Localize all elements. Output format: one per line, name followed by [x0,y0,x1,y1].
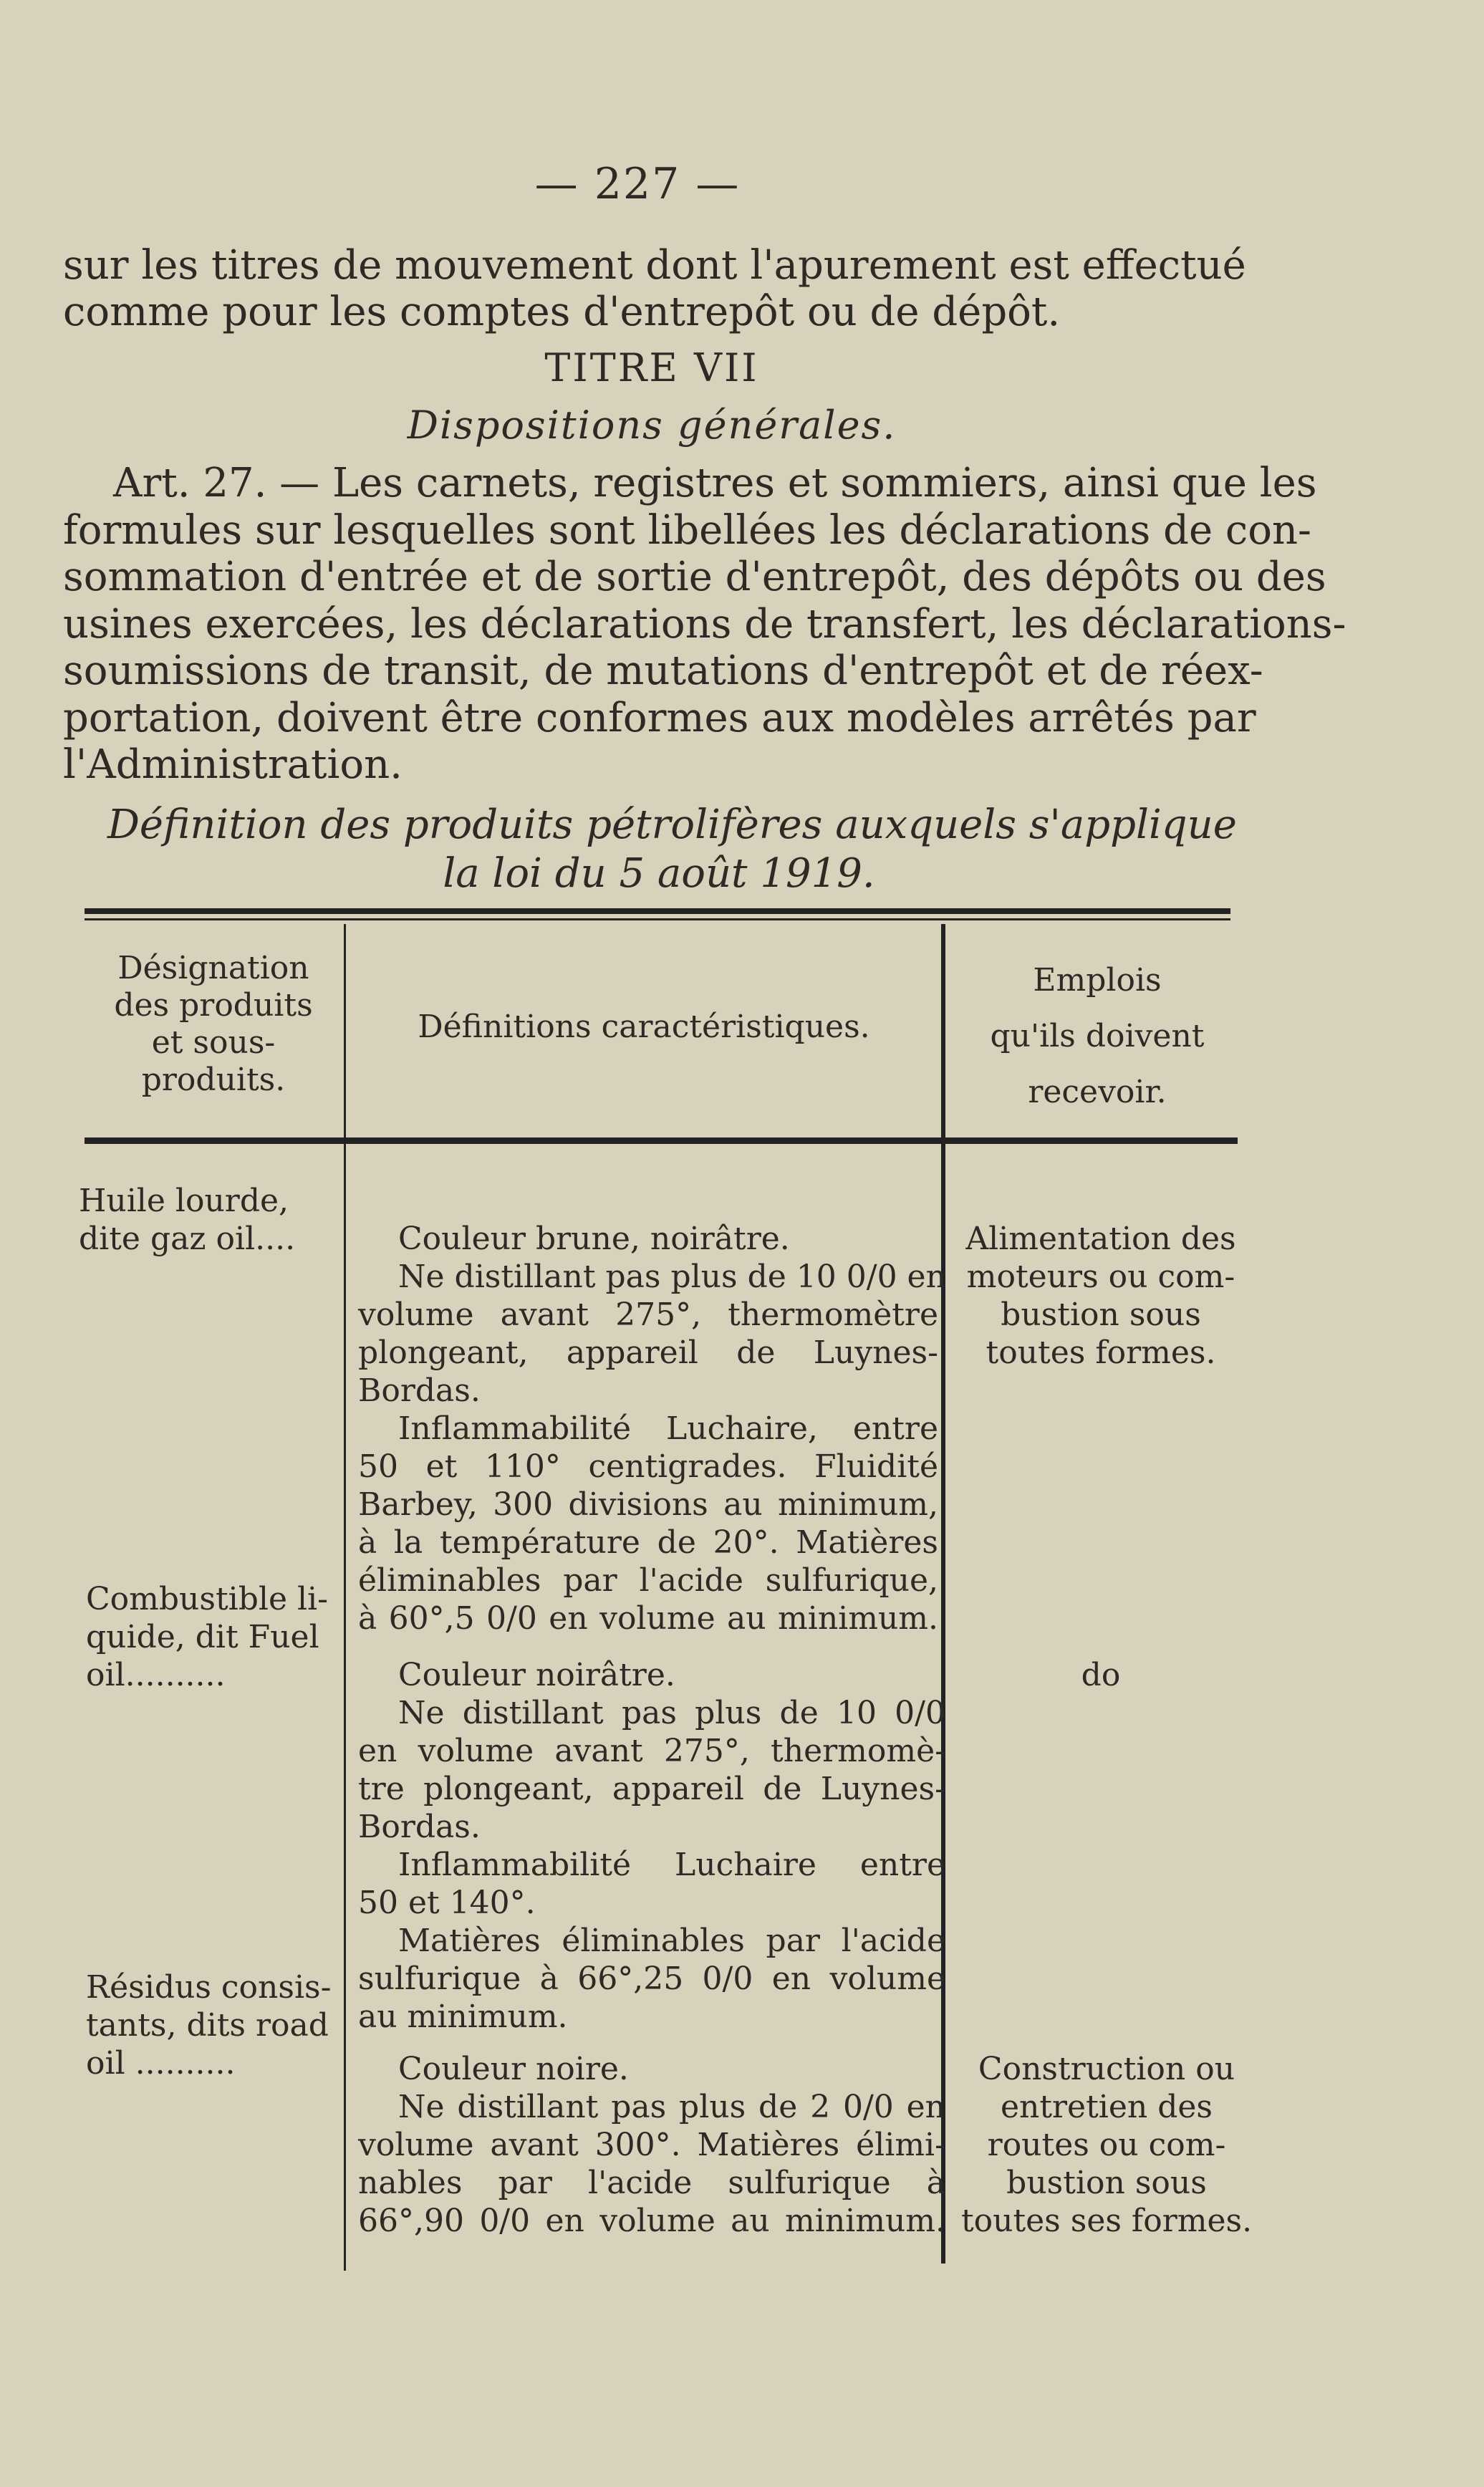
header-line: qu'ils doivent [990,1018,1205,1054]
definition-heading-line: Définition des produits pétrolifères auxquels s'applique [107,802,1237,848]
cell-line: oil.......... [86,1657,226,1693]
header-definitions: Définitions caractéristiques. [418,1009,870,1045]
column-divider [344,924,346,2271]
row-designation [79,1182,344,1258]
text-line: Art. 27. — Les carnets, registres et sommiers, ainsi que les [113,460,1317,506]
cell-line: Couleur brune, noirâtre. [398,1221,790,1257]
header-bottom-rule [85,1137,1238,1144]
intro-paragraph [63,242,1246,335]
cell-line: sulfurique à 66°,25 0/0 en volume [358,1961,945,1997]
row-definition [358,1656,945,2036]
text-line: portation, doivent être conformes aux modèles arrêtés par [63,694,1256,741]
header-line: produits. [141,1062,286,1098]
definition-heading-line: la loi du 5 août 1919. [443,850,875,897]
cell-line: 50 et 140°. [358,1885,536,1921]
cell-line: éliminables par l'acide sulfurique, [358,1562,938,1599]
header-designation [85,950,342,1099]
definition-heading [107,801,1237,898]
header-line: recevoir. [1028,1074,1167,1110]
cell-line: 66°,90 0/0 en volume au minimum. [358,2203,945,2239]
cell-line: à la température de 20°. Matières [358,1524,938,1561]
text-line: soumissions de transit, de mutations d'entrepôt et de réex- [63,648,1263,694]
cell-line: Ne distillant pas plus de 10 0/0 en [398,1259,946,1295]
cell-line: Ne distillant pas plus de 2 0/0 en [398,2089,945,2125]
row-emplois [953,2050,1261,2240]
cell-line: volume avant 300°. Matières élimi- [358,2127,945,2163]
cell-line: Résidus consis- [86,1969,332,2006]
text-line: sommation d'entrée et de sortie d'entrepôt, des dépôts ou des [63,554,1326,600]
cell-line: bustion sous [1006,2165,1207,2201]
cell-line: Ne distillant pas plus de 10 0/0 [398,1695,945,1731]
article-paragraph [63,460,1346,789]
section-subtitle: Dispositions générales. [407,403,897,448]
cell-line: tants, dits road [86,2007,329,2044]
cell-line: plongeant, appareil de Luynes- [358,1334,938,1371]
row-definition [358,1220,946,1637]
cell-line: à 60°,5 0/0 en volume au minimum. [358,1600,938,1637]
cell-line: toutes formes. [986,1334,1216,1371]
cell-line: Matières éliminables par l'acide [398,1923,945,1959]
header-line: Emplois [1033,962,1162,999]
cell-line: quide, dit Fuel [86,1619,319,1655]
table-top-rule [85,908,1230,914]
cell-line: do [1081,1657,1121,1693]
cell-line: Couleur noire. [398,2051,629,2087]
cell-line: Inflammabilité Luchaire entre [398,1847,945,1883]
header-line: Désignation [117,950,309,986]
cell-line: volume avant 275°, thermomètre [358,1297,938,1333]
cell-line: Huile lourde, [79,1183,289,1219]
cell-line: au minimum. [358,1998,568,2035]
cell-line: 50 et 110° centigrades. Fluidité [358,1448,938,1485]
cell-line: Bordas. [358,1809,481,1845]
row-emplois [947,1220,1255,1372]
table-top-rule-thin [85,918,1230,920]
cell-line: Bordas. [358,1372,481,1409]
cell-line: dite gaz oil.... [79,1221,296,1257]
cell-line: en volume avant 275°, thermomè- [358,1733,945,1769]
cell-line: routes ou com- [987,2127,1226,2163]
cell-line: Construction ou [978,2051,1235,2087]
section-title: TITRE VII [544,345,759,390]
text-line: sur les titres de mouvement dont l'apurement est effectué [63,242,1246,289]
row-emplois [947,1656,1255,1694]
row-definition [358,2050,945,2240]
cell-line: toutes ses formes. [960,2203,1253,2239]
cell-line: Barbey, 300 divisions au minimum, [358,1486,938,1523]
page-number: — 227 — [534,159,741,209]
cell-line: tre plongeant, appareil de Luynes- [358,1771,945,1807]
cell-line: Alimentation des [965,1221,1236,1257]
header-emplois [947,953,1248,1120]
text-line: formules sur lesquelles sont libellées les déclarations de con- [63,506,1311,554]
row-designation [86,1580,344,1694]
header-line: des produits [114,987,313,1024]
cell-line: nables par l'acide sulfurique à [358,2165,945,2201]
text-line: l'Administration. [63,741,403,788]
row-designation [86,1968,344,2082]
cell-line: bustion sous [1001,1297,1201,1333]
cell-line: entretien des [1000,2089,1213,2125]
cell-line: Couleur noirâtre. [398,1657,675,1693]
cell-line: moteurs ou com- [966,1259,1235,1295]
cell-line: Inflammabilité Luchaire, entre [398,1410,938,1447]
text-line: comme pour les comptes d'entrepôt ou de dépôt. [63,289,1061,335]
cell-line: oil .......... [86,2045,236,2082]
cell-line: Combustible li- [86,1581,328,1617]
text-line: usines exercées, les déclarations de transfert, les déclarations- [63,600,1346,648]
header-line: et sous- [151,1024,276,1061]
